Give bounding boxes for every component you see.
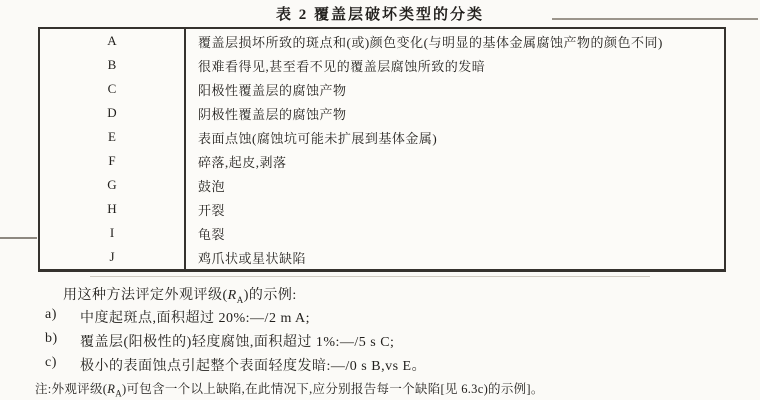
- damage-code: I: [40, 221, 186, 245]
- damage-description: 表面点蚀(腐蚀坑可能未扩展到基体金属): [198, 130, 438, 146]
- damage-description: 阳极性覆盖层的腐蚀产物: [198, 82, 347, 98]
- footnote: [35, 379, 544, 397]
- rating-symbol: R: [227, 288, 237, 303]
- example-text: 中度起斑点,面积超过 20%:—/2 m A;: [80, 311, 311, 326]
- damage-description: 鸡爪状或星状缺陷: [198, 250, 307, 266]
- damage-description: 开裂: [198, 202, 226, 218]
- note-text: 外观评级(: [51, 382, 108, 396]
- rating-subscript: A: [115, 388, 122, 399]
- damage-code: G: [40, 173, 186, 197]
- intro-text: )的示例:: [243, 288, 297, 303]
- example-item-b: [45, 331, 394, 351]
- example-text: 覆盖层(阳极性的)轻度腐蚀,面积超过 1%:—/5 s C;: [80, 335, 395, 350]
- scan-artifact: [0, 237, 37, 239]
- note-label: 注:: [35, 382, 52, 396]
- damage-code: F: [40, 149, 186, 173]
- damage-description: 鼓泡: [198, 178, 226, 194]
- table-row: [40, 53, 724, 77]
- intro-text: 用这种方法评定外观评级(: [63, 288, 228, 303]
- classification-table: [38, 27, 726, 272]
- examples-intro: [63, 284, 297, 304]
- damage-description: 阴极性覆盖层的腐蚀产物: [198, 106, 347, 122]
- damage-code: A: [40, 29, 186, 53]
- damage-code: E: [40, 125, 186, 149]
- damage-code: D: [40, 101, 186, 125]
- damage-description: 龟裂: [198, 226, 226, 242]
- example-text: 极小的表面蚀点引起整个表面轻度发暗:—/0 s B,vs E。: [80, 359, 427, 374]
- damage-code: J: [40, 245, 186, 269]
- table-row: [40, 29, 724, 53]
- table-row: [40, 197, 724, 221]
- rating-subscript: A: [236, 294, 244, 305]
- table-row: [40, 149, 724, 173]
- damage-description: 覆盖层损坏所致的斑点和(或)颜色变化(与明显的基体金属腐蚀产物的颜色不同): [198, 34, 663, 50]
- damage-code: C: [40, 77, 186, 101]
- table-row: [40, 125, 724, 149]
- example-label: b): [45, 331, 58, 346]
- scan-artifact: [552, 18, 758, 20]
- damage-code: B: [40, 53, 186, 77]
- example-label: c): [45, 355, 57, 370]
- example-item-a: [45, 307, 310, 327]
- damage-description: 很难看得见,甚至看不见的覆盖层腐蚀所致的发暗: [198, 58, 486, 74]
- rating-symbol: R: [107, 382, 116, 396]
- table-row: [40, 173, 724, 197]
- example-label: a): [45, 307, 57, 322]
- scan-artifact: [90, 276, 650, 277]
- table-row: [40, 101, 724, 125]
- table-row: [40, 221, 724, 245]
- note-text: )可包含一个以上缺陷,在此情况下,应分别报告每一个缺陷[见 6.3c)的示例]。: [122, 382, 544, 396]
- table-row: [40, 245, 724, 269]
- damage-code: H: [40, 197, 186, 221]
- table-title: 表 2 覆盖层破坏类型的分类: [275, 7, 484, 23]
- damage-description: 碎落,起皮,剥落: [198, 154, 287, 170]
- example-item-c: [45, 355, 426, 375]
- table-row: [40, 77, 724, 101]
